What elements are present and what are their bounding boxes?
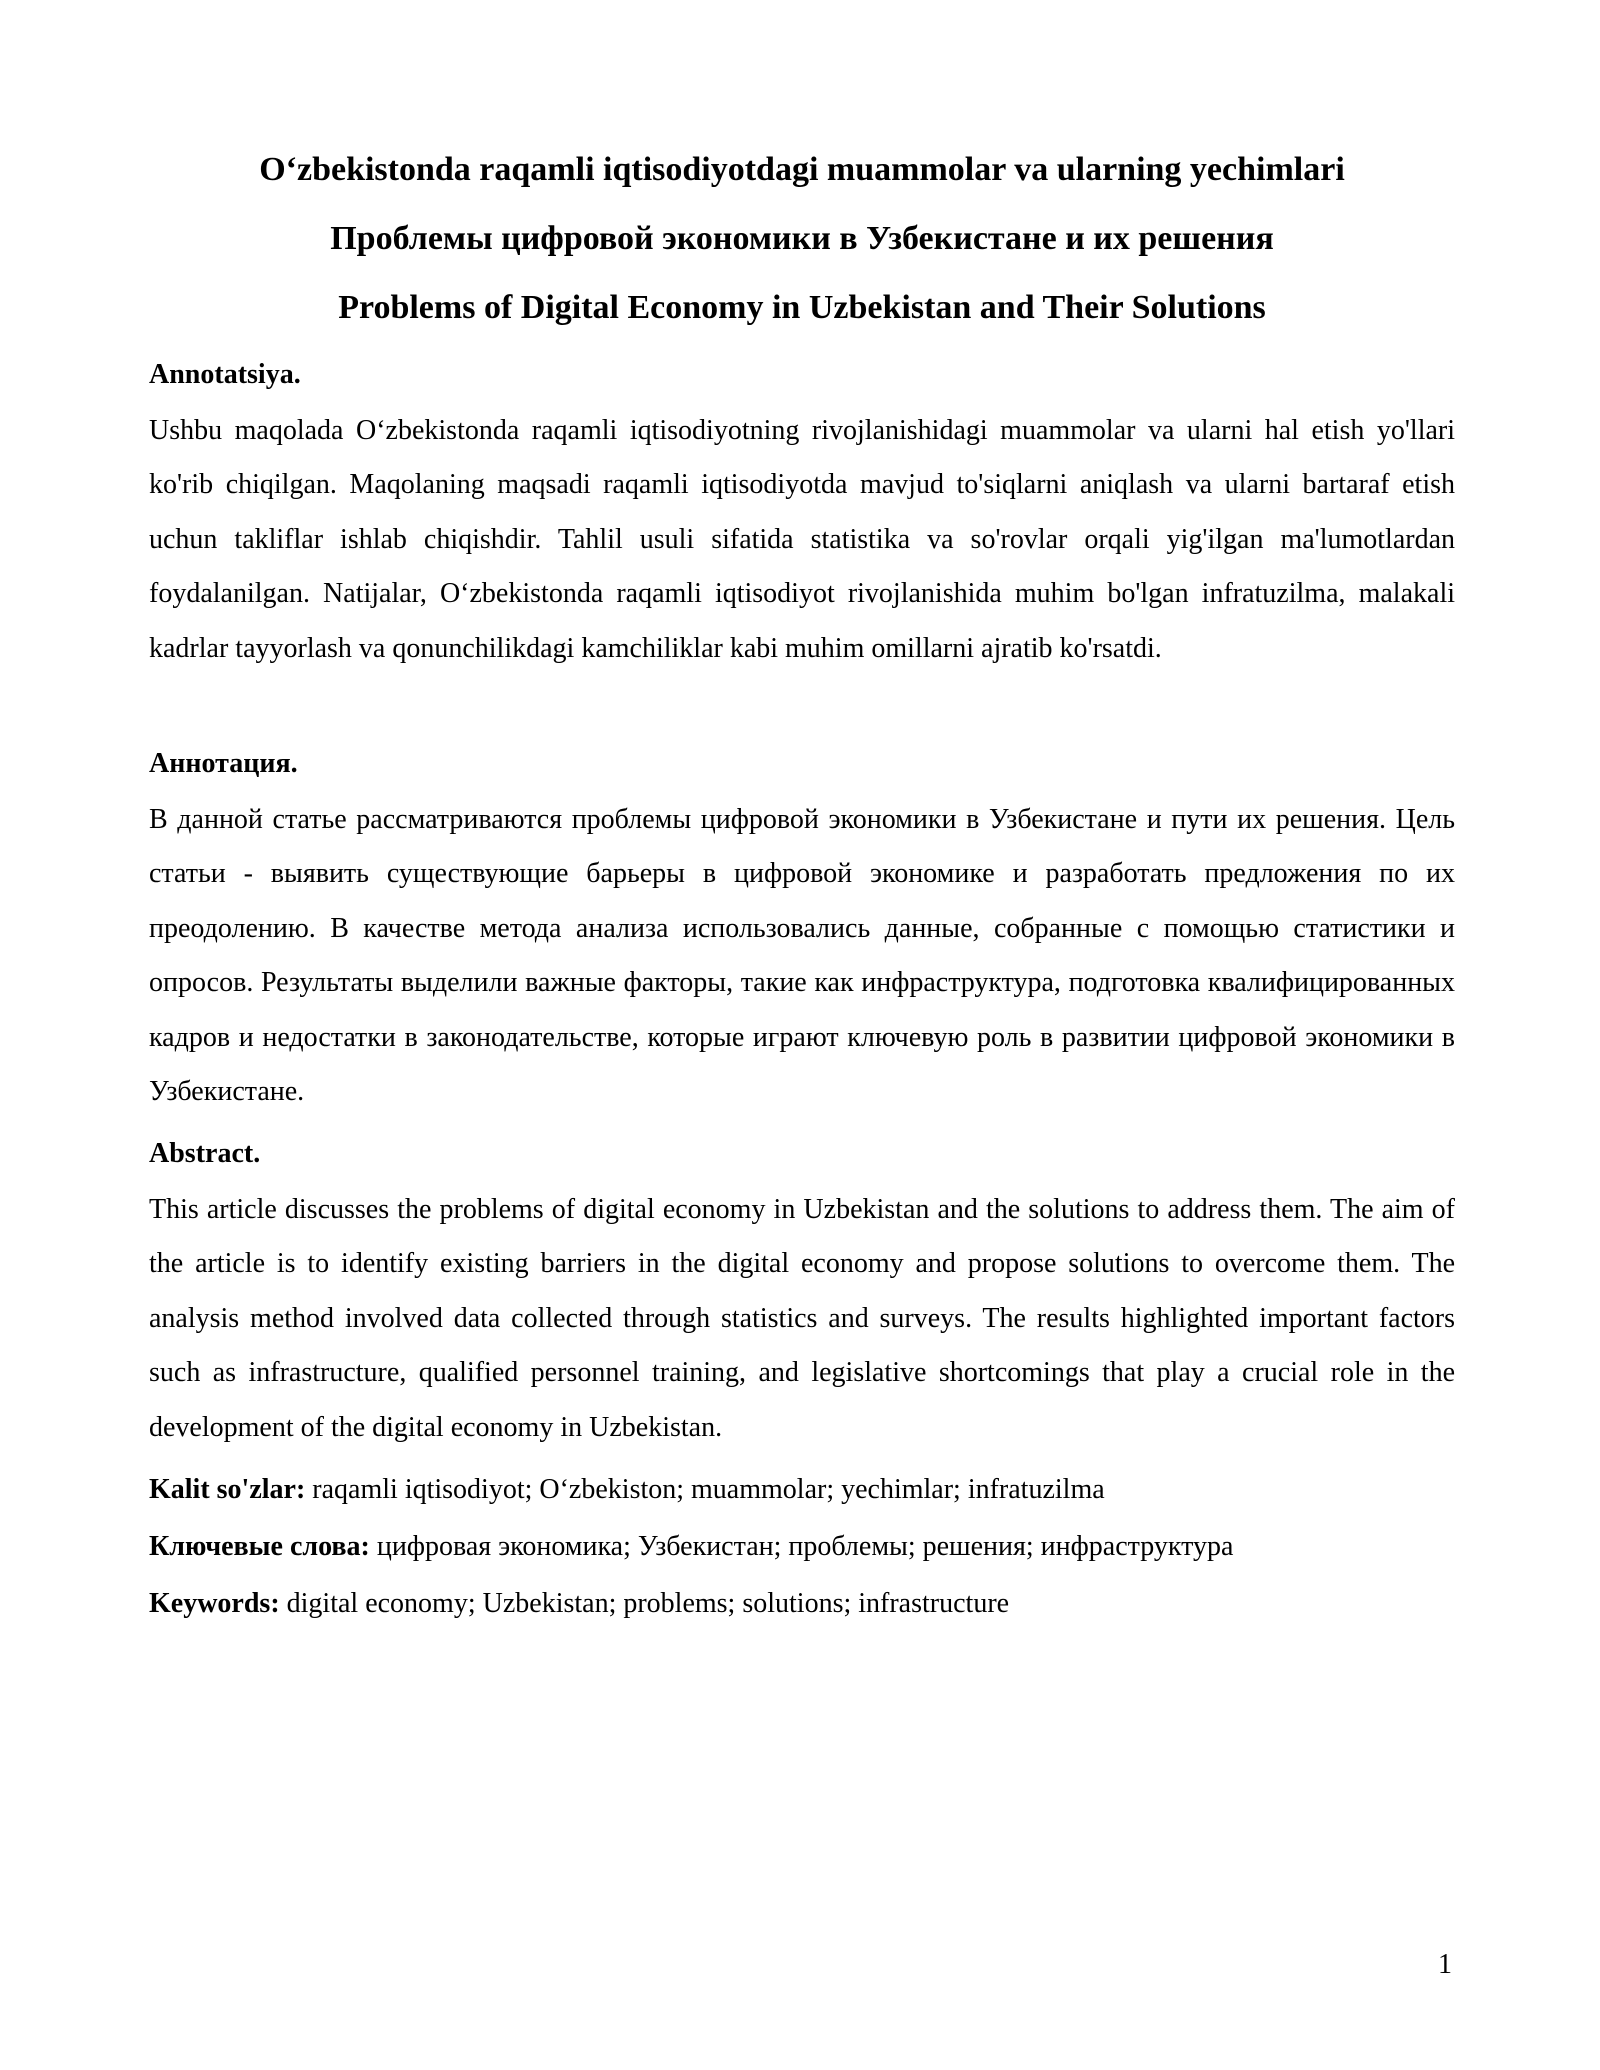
keywords-russian-text: цифровая экономика; Узбекистан; проблемы; решения; инфраструктура	[369, 1531, 1234, 1562]
keywords-english	[149, 1587, 1455, 1621]
keywords-english-label: Keywords:	[149, 1588, 280, 1619]
page-number: 1	[1438, 1949, 1452, 1980]
keywords-russian	[149, 1530, 1455, 1564]
abstract-uz-heading: Annotatsiya.	[149, 359, 301, 390]
keywords-uzbek-text: raqamli iqtisodiyot; O‘zbekiston; muammolar; yechimlar; infratuzilma	[305, 1474, 1105, 1505]
keywords-russian-label: Ключевые слова:	[149, 1531, 370, 1562]
keywords-english-text: digital economy; Uzbekistan; problems; solutions; infrastructure	[279, 1588, 1010, 1619]
abstract-ru-heading: Аннотация.	[149, 748, 298, 779]
abstract-ru-text: В данной статье рассматриваются проблемы цифровой экономики в Узбекистане и пути их решения. Цель статьи - выявить существующие барьеры в цифровой экономике и разработать предложения по их преодолению. В качестве метода анализа использовались данные, собранные с помощью статистики и опросов. Результаты выделили важные факторы, такие как инфраструктура, подготовка квалифицированных кадров и недостатки в законодательстве, которые играют ключевую роль в развитии цифровой экономики в Узбекистане.	[149, 804, 1455, 1108]
abstract-en-text: This article discusses the problems of digital economy in Uzbekistan and the solutions to address them. The aim of the article is to identify existing barriers in the digital economy and propose solutions to overcome them. The analysis method involved data collected through statistics and surveys. The results highlighted important factors such as infrastructure, qualified personnel training, and legislative shortcomings that play a crucial role in the development of the digital economy in Uzbekistan.	[149, 1194, 1455, 1443]
abstract-en-heading: Abstract.	[149, 1138, 261, 1169]
title-russian: Проблемы цифровой экономики в Узбекистане и их решения	[330, 220, 1274, 257]
abstract-uz-text: Ushbu maqolada O‘zbekistonda raqamli iqtisodiyotning rivojlanishidagi muammolar va ularni hal etish yo'llari ko'rib chiqilgan. Maqolaning maqsadi raqamli iqtisodiyotda mavjud to'siqlarni aniqlash va ularni bartaraf etish uchun takliflar ishlab chiqishdir. Tahlil usuli sifatida statistika va so'rovlar orqali yig'ilgan ma'lumotlardan foydalanilgan. Natijalar, O‘zbekistonda raqamli iqtisodiyot rivojlanishida muhim bo'lgan infratuzilma, malakali kadrlar tayyorlash va qonunchilikdagi kamchiliklar kabi muhim omillarni ajratib ko'rsatdi.	[149, 415, 1455, 664]
title-uzbek: O‘zbekistonda raqamli iqtisodiyotdagi muammolar va ularning yechimlari	[259, 151, 1345, 188]
keywords-uzbek	[149, 1473, 1455, 1507]
keywords-uzbek-label: Kalit so'zlar:	[149, 1474, 306, 1505]
title-english: Problems of Digital Economy in Uzbekistan and Their Solutions	[338, 289, 1266, 326]
